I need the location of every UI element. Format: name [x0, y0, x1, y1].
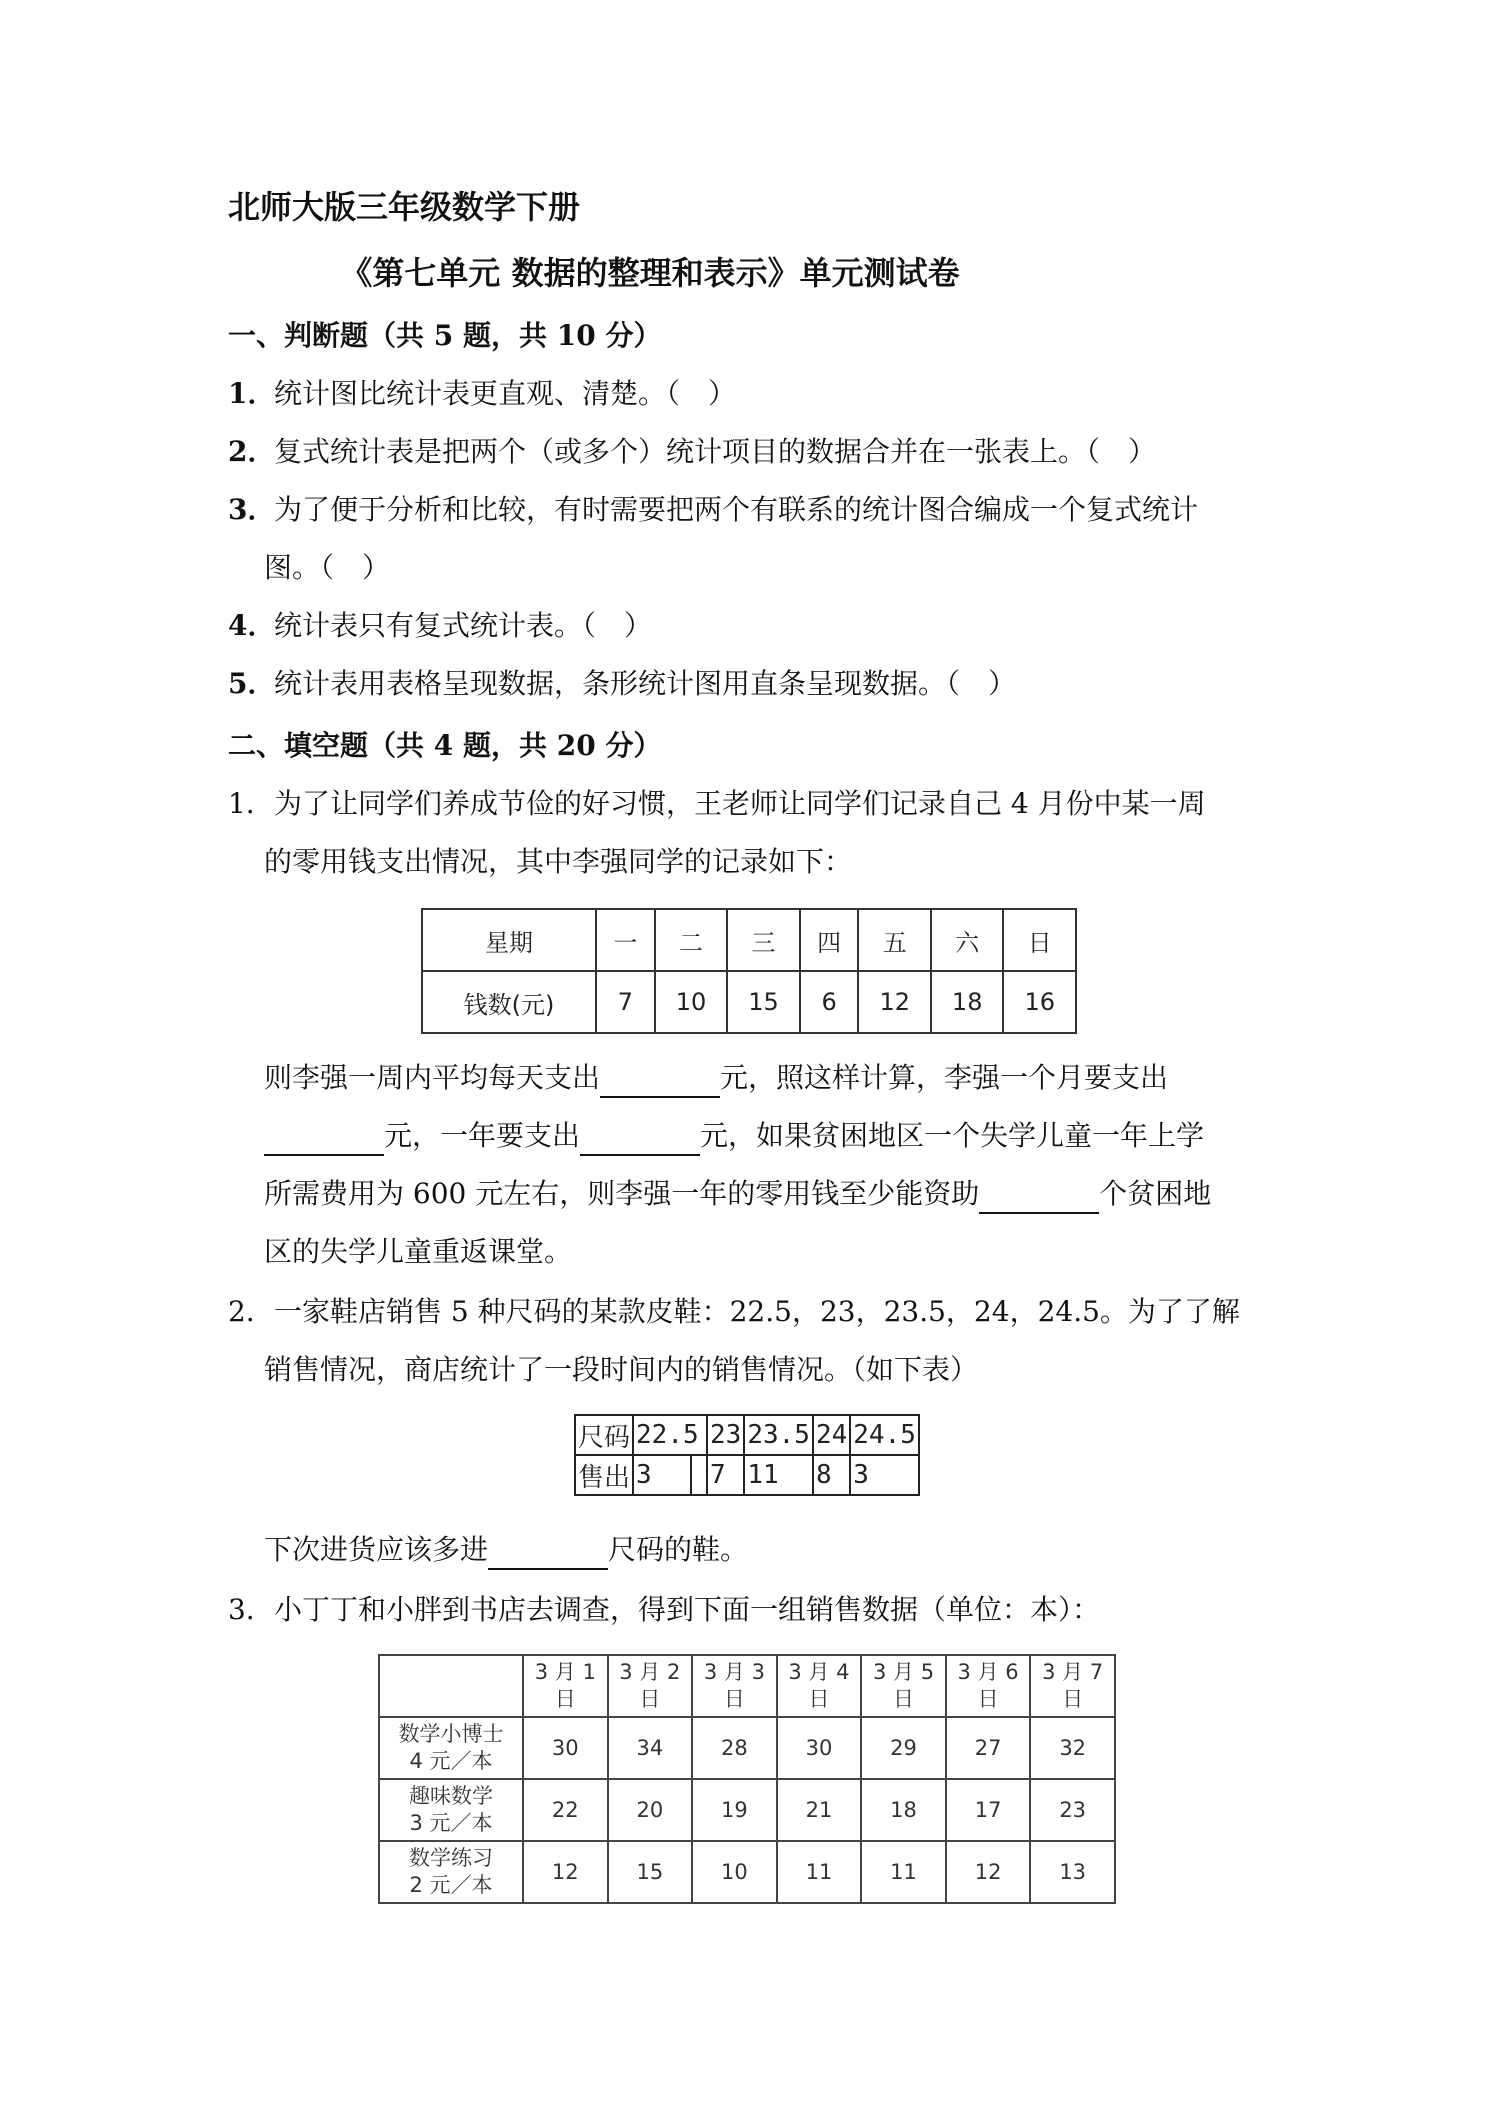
fill-question-1 [228, 784, 1206, 824]
table-header-cell: 六 [931, 909, 1003, 971]
table-cell: 20 [608, 1779, 693, 1841]
shoe-size-table [574, 1414, 920, 1496]
question-text: 统计图比统计表更直观、清楚。（ ） [274, 377, 737, 410]
answer-text: 尺码的鞋。 [608, 1533, 749, 1566]
table-row-label: 数学练习 2 元／本 [379, 1841, 523, 1903]
answer-text: 所需费用为 600 元左右，则李强一年的零用钱至少能资助 [264, 1177, 980, 1210]
table-cell: 钱数(元) [422, 971, 596, 1033]
table-header-cell: 尺码 [575, 1415, 633, 1455]
table-header-cell: 3 月 4 日 [777, 1655, 862, 1717]
question-number: 2． [228, 435, 276, 468]
table-row [575, 1415, 919, 1455]
table-cell: 6 [800, 971, 859, 1033]
table-header-cell: 二 [655, 909, 727, 971]
question-text: 统计表用表格呈现数据，条形统计图用直条呈现数据。（ ） [274, 667, 1017, 700]
table-header-cell: 3 月 5 日 [861, 1655, 946, 1717]
table-cell: 32 [1030, 1717, 1115, 1779]
answer-blank[interactable] [600, 1068, 720, 1098]
table-row-label: 数学小博士 4 元／本 [379, 1717, 523, 1779]
table-cell: 27 [946, 1717, 1031, 1779]
table-cell: 23 [707, 1415, 744, 1455]
table-row [379, 1779, 1115, 1841]
question-text: 为了让同学们养成节俭的好习惯，王老师让同学们记录自己 4 月份中某一周 [274, 787, 1206, 820]
table-header-cell: 售出 [575, 1455, 633, 1495]
table-cell [691, 1455, 707, 1495]
table-cell: 13 [1030, 1841, 1115, 1903]
table-header-cell: 3 月 6 日 [946, 1655, 1031, 1717]
table-row [422, 909, 1076, 971]
fill-question-3 [228, 1590, 1100, 1630]
question-number: 2． [228, 1295, 274, 1328]
answer-blank[interactable] [264, 1126, 384, 1156]
table-cell: 11 [861, 1841, 946, 1903]
table-header-cell: 五 [858, 909, 930, 971]
answer-blank[interactable] [979, 1184, 1099, 1214]
table-cell: 34 [608, 1717, 693, 1779]
section-heading-judgement: 一、判断题（共 5 题，共 10 分） [228, 319, 662, 352]
table-cell: 11 [744, 1455, 813, 1495]
table-header-cell: 三 [727, 909, 799, 971]
table-cell: 3 [850, 1455, 919, 1495]
table-cell: 21 [777, 1779, 862, 1841]
table-row [379, 1841, 1115, 1903]
table-cell: 24.5 [850, 1415, 919, 1455]
table-cell: 10 [655, 971, 727, 1033]
table-cell: 24 [813, 1415, 850, 1455]
fill-question-1-line-a [264, 1058, 1168, 1098]
judgement-question-3-cont: 图。（ ） [264, 551, 391, 584]
table-cell: 23 [1030, 1779, 1115, 1841]
section-heading-fill-blank: 二、填空题（共 4 题，共 20 分） [228, 729, 662, 762]
table-cell: 16 [1003, 971, 1076, 1033]
fill-question-1-line-b [264, 1116, 1204, 1156]
fill-question-2-answer [264, 1530, 748, 1570]
answer-text: 则李强一周内平均每天支出 [264, 1061, 601, 1094]
question-text: 统计表只有复式统计表。（ ） [274, 609, 653, 642]
document-title: 北师大版三年级数学下册 [228, 188, 581, 226]
table-header-cell: 3 月 1 日 [523, 1655, 608, 1717]
fill-question-2 [228, 1292, 1240, 1332]
fill-question-2-cont: 销售情况，商店统计了一段时间内的销售情况。（如下表） [264, 1353, 979, 1386]
table-cell: 8 [813, 1455, 850, 1495]
answer-text: 元，照这样计算，李强一个月要支出 [720, 1061, 1169, 1094]
question-number: 3． [228, 1593, 274, 1626]
answer-blank[interactable] [488, 1540, 608, 1570]
question-number: 5． [228, 667, 276, 700]
table-cell: 3 [633, 1455, 691, 1495]
table-cell: 22 [523, 1779, 608, 1841]
document-subtitle: 《第七单元 数据的整理和表示》单元测试卷 [340, 254, 960, 292]
question-text: 复式统计表是把两个（或多个）统计项目的数据合并在一张表上。（ ） [274, 435, 1157, 468]
table-cell: 19 [692, 1779, 777, 1841]
table-cell: 15 [608, 1841, 693, 1903]
table-row-label: 趣味数学 3 元／本 [379, 1779, 523, 1841]
table-corner-cell [379, 1655, 523, 1717]
table-cell: 7 [596, 971, 655, 1033]
book-sales-table [378, 1654, 1116, 1904]
table-cell: 18 [861, 1779, 946, 1841]
table-cell: 29 [861, 1717, 946, 1779]
table-header-cell: 3 月 3 日 [692, 1655, 777, 1717]
question-number: 1． [228, 787, 274, 820]
table-header-cell: 3 月 7 日 [1030, 1655, 1115, 1717]
question-number: 3． [228, 493, 276, 526]
judgement-question-3 [228, 490, 1198, 530]
question-text: 为了便于分析和比较，有时需要把两个有联系的统计图合编成一个复式统计 [274, 493, 1199, 526]
table-header-cell: 一 [596, 909, 655, 971]
fill-question-1-line-c [264, 1174, 1211, 1214]
judgement-question-2 [228, 432, 1156, 472]
fill-question-1-cont: 的零用钱支出情况，其中李强同学的记录如下： [264, 845, 853, 878]
judgement-question-4 [228, 606, 652, 646]
table-row [575, 1455, 919, 1495]
answer-text: 下次进货应该多进 [264, 1533, 489, 1566]
table-cell: 7 [707, 1455, 744, 1495]
table-row [379, 1717, 1115, 1779]
judgement-question-1 [228, 374, 736, 414]
pocket-money-table [421, 908, 1077, 1034]
question-text: 小丁丁和小胖到书店去调查，得到下面一组销售数据（单位：本）： [274, 1593, 1101, 1626]
table-cell: 23.5 [744, 1415, 813, 1455]
table-cell: 12 [946, 1841, 1031, 1903]
table-row [422, 971, 1076, 1033]
table-cell: 10 [692, 1841, 777, 1903]
answer-text: 个贫困地 [1099, 1177, 1212, 1210]
table-cell: 18 [931, 971, 1003, 1033]
table-cell: 12 [858, 971, 930, 1033]
table-cell: 30 [523, 1717, 608, 1779]
table-cell: 22.5 [633, 1415, 707, 1455]
judgement-question-5 [228, 664, 1016, 704]
table-cell: 12 [523, 1841, 608, 1903]
question-number: 1． [228, 377, 276, 410]
question-text: 一家鞋店销售 5 种尺码的某款皮鞋：22.5，23，23.5，24，24.5。为了了解 [274, 1295, 1240, 1328]
answer-blank[interactable] [580, 1126, 700, 1156]
fill-question-1-line-d: 区的失学儿童重返课堂。 [264, 1235, 573, 1268]
table-cell: 15 [727, 971, 799, 1033]
answer-text: 元，如果贫困地区一个失学儿童一年上学 [700, 1119, 1205, 1152]
table-header-cell: 四 [800, 909, 859, 971]
table-cell: 17 [946, 1779, 1031, 1841]
question-number: 4． [228, 609, 276, 642]
table-row [379, 1655, 1115, 1717]
table-header-cell: 3 月 2 日 [608, 1655, 693, 1717]
table-cell: 30 [777, 1717, 862, 1779]
table-cell: 28 [692, 1717, 777, 1779]
answer-text: 元，一年要支出 [384, 1119, 581, 1152]
table-header-cell: 星期 [422, 909, 596, 971]
table-cell: 11 [777, 1841, 862, 1903]
table-header-cell: 日 [1003, 909, 1076, 971]
